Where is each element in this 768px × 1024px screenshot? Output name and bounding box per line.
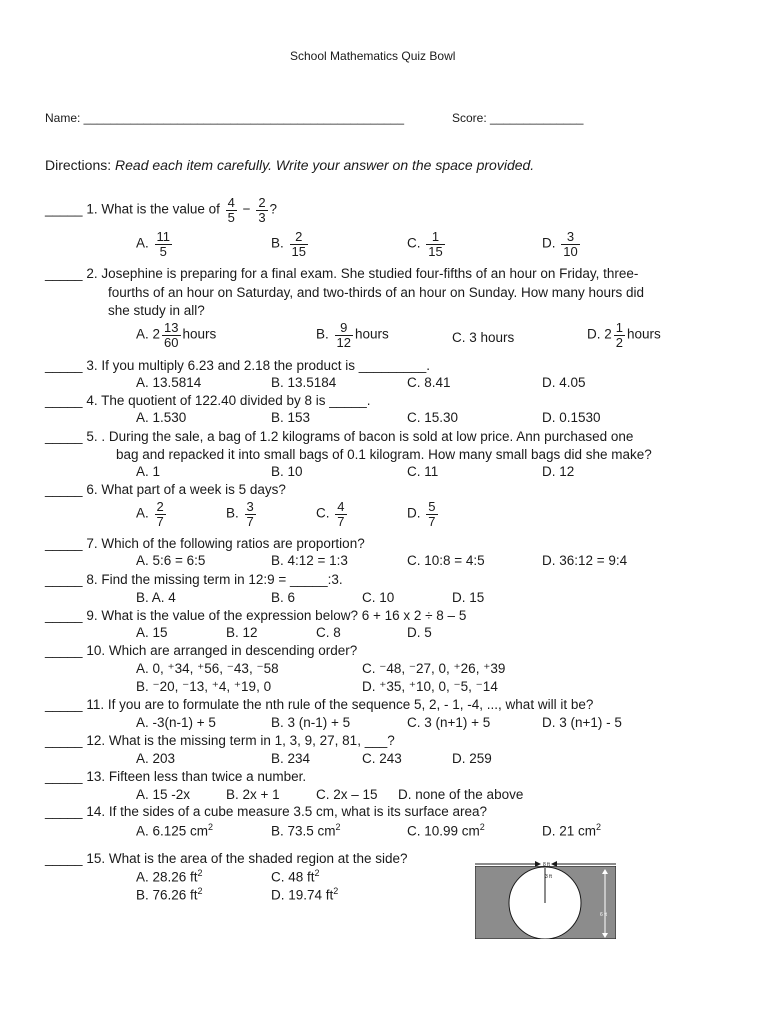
option-b: B. 12 bbox=[226, 625, 258, 640]
option-a: A. -3(n-1) + 5 bbox=[136, 715, 216, 730]
answer-blank[interactable]: _____ bbox=[45, 429, 83, 444]
option-d: D. 19.74 $ft^2$ bbox=[271, 886, 339, 903]
option-c: C. 3 (n+1) + 5 bbox=[407, 715, 491, 730]
option-b: B. $\frac{9}{12}$ hours bbox=[316, 320, 389, 350]
answer-blank[interactable]: _____ bbox=[45, 804, 83, 819]
option-c: C. 10.99 $cm^2$ bbox=[407, 822, 485, 839]
option-c: C. 8 bbox=[316, 625, 341, 640]
option-a: A. 2 $\frac{13}{60}$ hours bbox=[136, 320, 217, 350]
answer-blank[interactable]: _____ bbox=[45, 266, 83, 281]
option-d: D. 0.1530 bbox=[542, 410, 601, 425]
radius-label: 3 ft bbox=[545, 874, 552, 880]
option-c: C. ⁻48, ⁻27, 0, ⁺26, ⁺39 bbox=[362, 661, 506, 676]
answer-blank[interactable]: _____ bbox=[45, 358, 83, 373]
score-field[interactable]: Score: ______________ bbox=[452, 111, 584, 125]
question-2: _____ 2. Josephine is preparing for a final exam. She studied four-fifths of an hour on Friday, three- bbox=[45, 266, 639, 281]
option-d: D. 5 bbox=[407, 625, 432, 640]
option-b: B. 153 bbox=[271, 410, 311, 425]
option-d: D. 15 bbox=[452, 590, 485, 605]
option-c: C. 10 bbox=[362, 590, 395, 605]
option-c: C. 11 bbox=[407, 464, 439, 479]
option-c: C. 3 hours bbox=[452, 330, 515, 345]
option-b: B. $\frac{3}{7}$ bbox=[226, 499, 254, 529]
option-d: D. $\frac{3}{10}$ bbox=[542, 229, 578, 259]
question-7: _____ 7. Which of the following ratios are proportion? bbox=[45, 536, 365, 551]
option-a: A. 13.5814 bbox=[136, 375, 202, 390]
answer-blank[interactable]: _____ bbox=[45, 851, 83, 866]
height-label: 6 ft bbox=[600, 912, 607, 918]
option-c: C. 48 $ft^2$ bbox=[271, 868, 320, 885]
option-a: A. 203 bbox=[136, 751, 176, 766]
option-a: A. 15 -2x bbox=[136, 787, 191, 802]
answer-blank[interactable]: _____ bbox=[45, 482, 83, 497]
question-6: _____ 6. What part of a week is 5 days? bbox=[45, 482, 286, 497]
fraction: $\frac{2}{3}$ bbox=[258, 195, 266, 225]
question-12: _____ 12. What is the missing term in 1, 3, 9, 27, 81, ___? bbox=[45, 733, 395, 748]
answer-blank[interactable]: _____ bbox=[45, 201, 83, 217]
option-c: C. $\frac{4}{7}$ bbox=[316, 499, 345, 529]
option-c: C. 10:8 = 4:5 bbox=[407, 553, 485, 568]
page-title: School Mathematics Quiz Bowl bbox=[290, 49, 456, 63]
option-a: A. 1 bbox=[136, 464, 161, 479]
option-d: D. $\frac{5}{7}$ bbox=[407, 499, 436, 529]
option-b: B. ⁻20, ⁻13, ⁺4, ⁺19, 0 bbox=[136, 679, 272, 694]
question-2-line: she study in all? bbox=[108, 303, 205, 318]
name-field[interactable]: Name: ________________________________________________ bbox=[45, 111, 405, 125]
answer-blank[interactable]: _____ bbox=[45, 572, 83, 587]
option-d: D. 2 $\frac{1}{2}$ hours bbox=[587, 320, 661, 350]
question-text: 1. What is the value of bbox=[86, 201, 220, 217]
option-b: B. 4:12 = 1:3 bbox=[271, 553, 348, 568]
question-10: _____ 10. Which are arranged in descending order? bbox=[45, 643, 358, 658]
question-4: _____ 4. The quotient of 122.40 divided by 8 is _____. bbox=[45, 393, 371, 408]
fraction: $\frac{4}{5}$ bbox=[227, 195, 235, 225]
answer-blank[interactable]: _____ bbox=[45, 697, 83, 712]
option-b: B. 76.26 $ft^2$ bbox=[136, 886, 203, 903]
option-a: B. A. 4 bbox=[136, 590, 176, 605]
option-a: A. $\frac{11}{5}$ bbox=[136, 229, 171, 259]
option-c: C. $\frac{1}{15}$ bbox=[407, 229, 443, 259]
question-9: _____ 9. What is the value of the expression below? 6 + 16 x 2 ÷ 8 – 5 bbox=[45, 608, 467, 623]
answer-blank[interactable]: _____ bbox=[45, 608, 83, 623]
option-a: A. 6.125 $cm^2$ bbox=[136, 822, 214, 839]
option-a: A. 15 bbox=[136, 625, 168, 640]
option-b: B. 2x + 1 bbox=[226, 787, 280, 802]
option-a: A. 0, ⁺34, ⁺56, ⁻43, ⁻58 bbox=[136, 661, 279, 676]
option-b: B. 6 bbox=[271, 590, 296, 605]
option-b: B. 234 bbox=[271, 751, 311, 766]
minus-sign: − bbox=[242, 201, 251, 217]
question-5-line: bag and repacked it into small bags of 0.1 kilogram. How many small bags did she make? bbox=[116, 447, 652, 462]
directions bbox=[45, 157, 534, 173]
option-c: C. 243 bbox=[362, 751, 402, 766]
option-c: C. 15.30 bbox=[407, 410, 459, 425]
question-14: _____ 14. If the sides of a cube measure 3.5 cm, what is its surface area? bbox=[45, 804, 488, 819]
answer-blank[interactable]: _____ bbox=[45, 643, 83, 658]
option-d: D. 4.05 bbox=[542, 375, 586, 390]
question-mark: ? bbox=[269, 201, 278, 217]
width-dimension bbox=[475, 860, 616, 868]
question-2-line: fourths of an hour on Saturday, and two-thirds of an hour on Sunday. How many hours did bbox=[108, 285, 645, 300]
option-c: C. 8.41 bbox=[407, 375, 451, 390]
answer-blank[interactable]: _____ bbox=[45, 393, 83, 408]
question-1 bbox=[45, 196, 277, 224]
answer-blank[interactable]: _____ bbox=[45, 536, 83, 551]
question-3: _____ 3. If you multiply 6.23 and 2.18 the product is _________. bbox=[45, 358, 431, 373]
option-b: B. 3 (n-1) + 5 bbox=[271, 715, 351, 730]
option-a: A. 1.530 bbox=[136, 410, 187, 425]
option-d: D. 3 (n+1) - 5 bbox=[542, 715, 622, 730]
option-a: A. $\frac{2}{7}$ bbox=[136, 499, 164, 529]
width-label: 8 ft bbox=[543, 862, 550, 868]
question-11: _____ 11. If you are to formulate the nth rule of the sequence 5, 2, - 1, -4, ..., what will it be? bbox=[45, 697, 594, 712]
option-a: A. 5:6 = 6:5 bbox=[136, 553, 206, 568]
option-a: A. 28.26 $ft^2$ bbox=[136, 868, 203, 885]
directions-label: Directions: bbox=[45, 157, 112, 173]
option-d: D. 259 bbox=[452, 751, 492, 766]
question-13: _____ 13. Fifteen less than twice a number. bbox=[45, 769, 307, 784]
answer-blank[interactable]: _____ bbox=[45, 733, 83, 748]
option-d: D. 12 bbox=[542, 464, 575, 479]
option-d: D. 36:12 = 9:4 bbox=[542, 553, 628, 568]
option-b: B. 13.5184 bbox=[271, 375, 337, 390]
question-8: _____ 8. Find the missing term in 12:9 = _____:3. bbox=[45, 572, 343, 587]
option-b: B. 73.5 $cm^2$ bbox=[271, 822, 341, 839]
option-d: D. ⁺35, ⁺10, 0, ⁻5, ⁻14 bbox=[362, 679, 498, 694]
shaded-region-figure bbox=[475, 866, 616, 939]
option-c: C. 2x – 15 bbox=[316, 787, 378, 802]
question-15: _____ 15. What is the area of the shaded region at the side? bbox=[45, 851, 408, 866]
answer-blank[interactable]: _____ bbox=[45, 769, 83, 784]
directions-text: Read each item carefully. Write your answer on the space provided. bbox=[115, 157, 535, 173]
option-b: B. 10 bbox=[271, 464, 303, 479]
option-d: D. none of the above bbox=[398, 787, 524, 802]
option-b: B. $\frac{2}{15}$ bbox=[271, 229, 306, 259]
question-5: _____ 5. . During the sale, a bag of 1.2 kilograms of bacon is sold at low price. Ann purchased one bbox=[45, 429, 634, 444]
option-d: D. 21 $cm^2$ bbox=[542, 822, 602, 839]
